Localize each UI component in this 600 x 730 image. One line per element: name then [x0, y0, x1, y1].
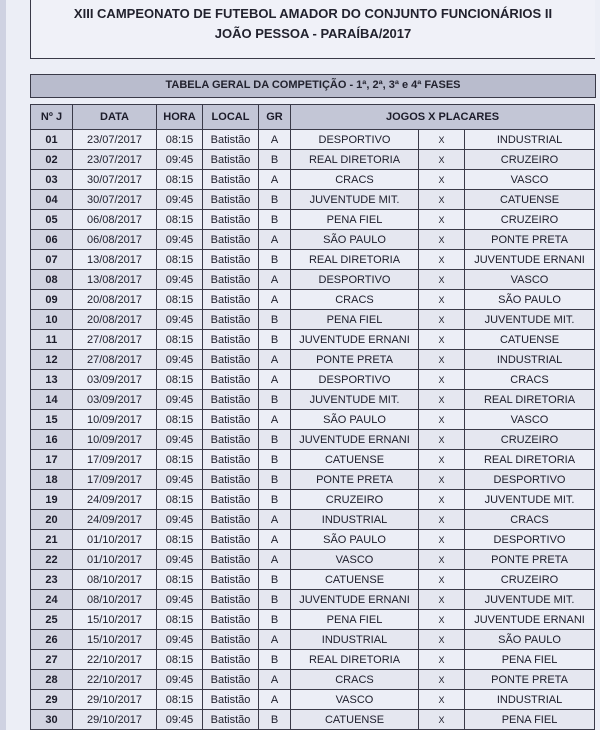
away-team-cell: PONTE PRETA — [465, 230, 595, 250]
location-cell: Batistão — [203, 430, 259, 450]
away-team-cell: REAL DIRETORIA — [465, 450, 595, 470]
game-number-cell: 13 — [31, 370, 73, 390]
date-cell: 17/09/2017 — [73, 450, 157, 470]
group-cell: A — [259, 370, 291, 390]
date-cell: 30/07/2017 — [73, 170, 157, 190]
location-cell: Batistão — [203, 250, 259, 270]
game-number-cell: 03 — [31, 170, 73, 190]
location-cell: Batistão — [203, 290, 259, 310]
table-row — [31, 390, 595, 410]
game-number-cell: 22 — [31, 550, 73, 570]
game-number-cell: 01 — [31, 130, 73, 150]
game-number-cell: 27 — [31, 650, 73, 670]
location-cell: Batistão — [203, 610, 259, 630]
group-cell: A — [259, 350, 291, 370]
date-cell: 23/07/2017 — [73, 130, 157, 150]
col-header-date: DATA — [73, 105, 157, 130]
date-cell: 06/08/2017 — [73, 210, 157, 230]
game-number-cell: 17 — [31, 450, 73, 470]
versus-cell: X — [419, 450, 465, 470]
table-row — [31, 230, 595, 250]
location-cell: Batistão — [203, 410, 259, 430]
game-number-cell: 08 — [31, 270, 73, 290]
time-cell: 09:45 — [157, 590, 203, 610]
table-row — [31, 490, 595, 510]
away-team-cell: CRUZEIRO — [465, 210, 595, 230]
location-cell: Batistão — [203, 590, 259, 610]
home-team-cell: PONTE PRETA — [291, 350, 419, 370]
group-cell: A — [259, 530, 291, 550]
versus-cell: X — [419, 210, 465, 230]
table-row — [31, 550, 595, 570]
location-cell: Batistão — [203, 710, 259, 730]
table-row — [31, 330, 595, 350]
group-cell: B — [259, 190, 291, 210]
date-cell: 08/10/2017 — [73, 570, 157, 590]
time-cell: 08:15 — [157, 250, 203, 270]
table-row — [31, 570, 595, 590]
game-number-cell: 14 — [31, 390, 73, 410]
versus-cell: X — [419, 330, 465, 350]
group-cell: A — [259, 170, 291, 190]
time-cell: 08:15 — [157, 530, 203, 550]
location-cell: Batistão — [203, 210, 259, 230]
away-team-cell: SÃO PAULO — [465, 290, 595, 310]
home-team-cell: JUVENTUDE ERNANI — [291, 330, 419, 350]
table-row — [31, 130, 595, 150]
group-cell: A — [259, 690, 291, 710]
group-cell: B — [259, 650, 291, 670]
game-number-cell: 07 — [31, 250, 73, 270]
game-number-cell: 21 — [31, 530, 73, 550]
game-number-cell: 26 — [31, 630, 73, 650]
game-number-cell: 24 — [31, 590, 73, 610]
game-number-cell: 19 — [31, 490, 73, 510]
col-header-number: Nº J — [31, 105, 73, 130]
versus-cell: X — [419, 390, 465, 410]
time-cell: 08:15 — [157, 450, 203, 470]
table-row — [31, 310, 595, 330]
game-number-cell: 04 — [31, 190, 73, 210]
away-team-cell: CRACS — [465, 370, 595, 390]
time-cell: 08:15 — [157, 690, 203, 710]
away-team-cell: JUVENTUDE MIT. — [465, 590, 595, 610]
location-cell: Batistão — [203, 150, 259, 170]
date-cell: 03/09/2017 — [73, 390, 157, 410]
game-number-cell: 29 — [31, 690, 73, 710]
home-team-cell: CRACS — [291, 670, 419, 690]
table-row — [31, 170, 595, 190]
group-cell: B — [259, 430, 291, 450]
location-cell: Batistão — [203, 270, 259, 290]
home-team-cell: REAL DIRETORIA — [291, 250, 419, 270]
time-cell: 09:45 — [157, 670, 203, 690]
date-cell: 29/10/2017 — [73, 710, 157, 730]
group-cell: B — [259, 250, 291, 270]
table-row — [31, 650, 595, 670]
date-cell: 01/10/2017 — [73, 550, 157, 570]
location-cell: Batistão — [203, 170, 259, 190]
location-cell: Batistão — [203, 230, 259, 250]
versus-cell: X — [419, 230, 465, 250]
schedule-table — [30, 104, 595, 730]
home-team-cell: DESPORTIVO — [291, 130, 419, 150]
date-cell: 08/10/2017 — [73, 590, 157, 610]
table-row — [31, 710, 595, 730]
time-cell: 09:45 — [157, 550, 203, 570]
time-cell: 08:15 — [157, 410, 203, 430]
location-cell: Batistão — [203, 490, 259, 510]
group-cell: A — [259, 130, 291, 150]
home-team-cell: SÃO PAULO — [291, 530, 419, 550]
time-cell: 09:45 — [157, 270, 203, 290]
away-team-cell: CRACS — [465, 510, 595, 530]
away-team-cell: VASCO — [465, 270, 595, 290]
date-cell: 27/08/2017 — [73, 330, 157, 350]
game-number-cell: 11 — [31, 330, 73, 350]
section-title: TABELA GERAL DA COMPETIÇÃO - 1ª, 2ª, 3ª e 4ª FASES — [165, 79, 461, 91]
date-cell: 23/07/2017 — [73, 150, 157, 170]
section-header-bar — [30, 74, 596, 98]
game-number-cell: 28 — [31, 670, 73, 690]
col-header-time: HORA — [157, 105, 203, 130]
game-number-cell: 16 — [31, 430, 73, 450]
table-row — [31, 290, 595, 310]
group-cell: B — [259, 490, 291, 510]
group-cell: B — [259, 610, 291, 630]
group-cell: B — [259, 710, 291, 730]
group-cell: A — [259, 410, 291, 430]
away-team-cell: CATUENSE — [465, 190, 595, 210]
time-cell: 09:45 — [157, 190, 203, 210]
versus-cell: X — [419, 150, 465, 170]
away-team-cell: VASCO — [465, 410, 595, 430]
location-cell: Batistão — [203, 630, 259, 650]
home-team-cell: REAL DIRETORIA — [291, 650, 419, 670]
versus-cell: X — [419, 610, 465, 630]
table-row — [31, 670, 595, 690]
home-team-cell: SÃO PAULO — [291, 410, 419, 430]
away-team-cell: REAL DIRETORIA — [465, 390, 595, 410]
home-team-cell: VASCO — [291, 550, 419, 570]
time-cell: 08:15 — [157, 210, 203, 230]
home-team-cell: INDUSTRIAL — [291, 630, 419, 650]
time-cell: 09:45 — [157, 350, 203, 370]
time-cell: 09:45 — [157, 230, 203, 250]
table-row — [31, 450, 595, 470]
home-team-cell: CRACS — [291, 170, 419, 190]
versus-cell: X — [419, 650, 465, 670]
versus-cell: X — [419, 510, 465, 530]
away-team-cell: JUVENTUDE ERNANI — [465, 250, 595, 270]
date-cell: 06/08/2017 — [73, 230, 157, 250]
time-cell: 08:15 — [157, 610, 203, 630]
date-cell: 15/10/2017 — [73, 610, 157, 630]
home-team-cell: CATUENSE — [291, 450, 419, 470]
time-cell: 08:15 — [157, 650, 203, 670]
away-team-cell: JUVENTUDE MIT. — [465, 310, 595, 330]
col-header-location: LOCAL — [203, 105, 259, 130]
table-row — [31, 190, 595, 210]
location-cell: Batistão — [203, 650, 259, 670]
table-row — [31, 210, 595, 230]
time-cell: 08:15 — [157, 570, 203, 590]
table-row — [31, 350, 595, 370]
group-cell: A — [259, 290, 291, 310]
home-team-cell: REAL DIRETORIA — [291, 150, 419, 170]
time-cell: 09:45 — [157, 510, 203, 530]
group-cell: B — [259, 570, 291, 590]
away-team-cell: DESPORTIVO — [465, 530, 595, 550]
versus-cell: X — [419, 590, 465, 610]
championship-title: XIII CAMPEONATO DE FUTEBOL AMADOR DO CONJUNTO FUNCIONÁRIOS II — [73, 6, 553, 21]
date-cell: 24/09/2017 — [73, 490, 157, 510]
time-cell: 08:15 — [157, 330, 203, 350]
game-number-cell: 09 — [31, 290, 73, 310]
time-cell: 08:15 — [157, 370, 203, 390]
away-team-cell: PONTE PRETA — [465, 550, 595, 570]
home-team-cell: DESPORTIVO — [291, 370, 419, 390]
location-cell: Batistão — [203, 130, 259, 150]
game-number-cell: 18 — [31, 470, 73, 490]
away-team-cell: INDUSTRIAL — [465, 130, 595, 150]
game-number-cell: 05 — [31, 210, 73, 230]
versus-cell: X — [419, 690, 465, 710]
time-cell: 09:45 — [157, 630, 203, 650]
table-row — [31, 690, 595, 710]
date-cell: 13/08/2017 — [73, 270, 157, 290]
home-team-cell: PONTE PRETA — [291, 470, 419, 490]
table-row — [31, 530, 595, 550]
away-team-cell: DESPORTIVO — [465, 470, 595, 490]
versus-cell: X — [419, 550, 465, 570]
time-cell: 09:45 — [157, 310, 203, 330]
table-row — [31, 630, 595, 650]
location-cell: Batistão — [203, 550, 259, 570]
table-body — [31, 130, 595, 730]
date-cell: 24/09/2017 — [73, 510, 157, 530]
time-cell: 08:15 — [157, 490, 203, 510]
versus-cell: X — [419, 570, 465, 590]
group-cell: B — [259, 590, 291, 610]
home-team-cell: JUVENTUDE ERNANI — [291, 430, 419, 450]
home-team-cell: JUVENTUDE MIT. — [291, 390, 419, 410]
time-cell: 09:45 — [157, 430, 203, 450]
group-cell: A — [259, 550, 291, 570]
versus-cell: X — [419, 710, 465, 730]
time-cell: 08:15 — [157, 130, 203, 150]
versus-cell: X — [419, 470, 465, 490]
versus-cell: X — [419, 130, 465, 150]
game-number-cell: 15 — [31, 410, 73, 430]
col-header-group: GR — [259, 105, 291, 130]
home-team-cell: PENA FIEL — [291, 210, 419, 230]
away-team-cell: VASCO — [465, 170, 595, 190]
versus-cell: X — [419, 270, 465, 290]
group-cell: B — [259, 470, 291, 490]
time-cell: 08:15 — [157, 290, 203, 310]
date-cell: 20/08/2017 — [73, 310, 157, 330]
date-cell: 17/09/2017 — [73, 470, 157, 490]
versus-cell: X — [419, 370, 465, 390]
away-team-cell: CATUENSE — [465, 330, 595, 350]
game-number-cell: 02 — [31, 150, 73, 170]
table-row — [31, 610, 595, 630]
versus-cell: X — [419, 250, 465, 270]
date-cell: 29/10/2017 — [73, 690, 157, 710]
away-team-cell: JUVENTUDE MIT. — [465, 490, 595, 510]
versus-cell: X — [419, 170, 465, 190]
date-cell: 15/10/2017 — [73, 630, 157, 650]
versus-cell: X — [419, 490, 465, 510]
group-cell: A — [259, 670, 291, 690]
away-team-cell: JUVENTUDE ERNANI — [465, 610, 595, 630]
date-cell: 22/10/2017 — [73, 650, 157, 670]
away-team-cell: INDUSTRIAL — [465, 350, 595, 370]
away-team-cell: CRUZEIRO — [465, 430, 595, 450]
game-number-cell: 25 — [31, 610, 73, 630]
group-cell: A — [259, 270, 291, 290]
date-cell: 13/08/2017 — [73, 250, 157, 270]
date-cell: 20/08/2017 — [73, 290, 157, 310]
date-cell: 03/09/2017 — [73, 370, 157, 390]
versus-cell: X — [419, 670, 465, 690]
date-cell: 22/10/2017 — [73, 670, 157, 690]
game-number-cell: 12 — [31, 350, 73, 370]
location-cell: Batistão — [203, 670, 259, 690]
versus-cell: X — [419, 630, 465, 650]
location-cell: Batistão — [203, 570, 259, 590]
group-cell: A — [259, 510, 291, 530]
home-team-cell: JUVENTUDE MIT. — [291, 190, 419, 210]
location-title: JOÃO PESSOA - PARAÍBA/2017 — [214, 26, 412, 41]
game-number-cell: 30 — [31, 710, 73, 730]
date-cell: 30/07/2017 — [73, 190, 157, 210]
away-team-cell: PONTE PRETA — [465, 670, 595, 690]
group-cell: B — [259, 150, 291, 170]
group-cell: B — [259, 310, 291, 330]
table-row — [31, 410, 595, 430]
location-cell: Batistão — [203, 310, 259, 330]
table-row — [31, 270, 595, 290]
home-team-cell: CRACS — [291, 290, 419, 310]
title-box — [30, 0, 595, 59]
home-team-cell: PENA FIEL — [291, 610, 419, 630]
time-cell: 09:45 — [157, 710, 203, 730]
group-cell: B — [259, 390, 291, 410]
table-header-row — [31, 105, 595, 130]
date-cell: 01/10/2017 — [73, 530, 157, 550]
date-cell: 10/09/2017 — [73, 430, 157, 450]
group-cell: B — [259, 210, 291, 230]
group-cell: B — [259, 450, 291, 470]
home-team-cell: CATUENSE — [291, 710, 419, 730]
location-cell: Batistão — [203, 190, 259, 210]
home-team-cell: INDUSTRIAL — [291, 510, 419, 530]
versus-cell: X — [419, 290, 465, 310]
away-team-cell: SÃO PAULO — [465, 630, 595, 650]
time-cell: 09:45 — [157, 390, 203, 410]
versus-cell: X — [419, 530, 465, 550]
home-team-cell: VASCO — [291, 690, 419, 710]
location-cell: Batistão — [203, 530, 259, 550]
home-team-cell: JUVENTUDE ERNANI — [291, 590, 419, 610]
game-number-cell: 06 — [31, 230, 73, 250]
group-cell: A — [259, 230, 291, 250]
time-cell: 09:45 — [157, 470, 203, 490]
table-row — [31, 150, 595, 170]
table-row — [31, 430, 595, 450]
away-team-cell: INDUSTRIAL — [465, 690, 595, 710]
away-team-cell: CRUZEIRO — [465, 150, 595, 170]
location-cell: Batistão — [203, 450, 259, 470]
location-cell: Batistão — [203, 510, 259, 530]
home-team-cell: SÃO PAULO — [291, 230, 419, 250]
table-row — [31, 370, 595, 390]
group-cell: B — [259, 330, 291, 350]
versus-cell: X — [419, 430, 465, 450]
game-number-cell: 20 — [31, 510, 73, 530]
away-team-cell: PENA FIEL — [465, 650, 595, 670]
location-cell: Batistão — [203, 470, 259, 490]
location-cell: Batistão — [203, 350, 259, 370]
home-team-cell: PENA FIEL — [291, 310, 419, 330]
table-row — [31, 510, 595, 530]
table-row — [31, 250, 595, 270]
group-cell: A — [259, 630, 291, 650]
home-team-cell: DESPORTIVO — [291, 270, 419, 290]
time-cell: 08:15 — [157, 170, 203, 190]
location-cell: Batistão — [203, 690, 259, 710]
location-cell: Batistão — [203, 390, 259, 410]
table-row — [31, 470, 595, 490]
home-team-cell: CATUENSE — [291, 570, 419, 590]
versus-cell: X — [419, 190, 465, 210]
versus-cell: X — [419, 350, 465, 370]
game-number-cell: 23 — [31, 570, 73, 590]
date-cell: 27/08/2017 — [73, 350, 157, 370]
home-team-cell: CRUZEIRO — [291, 490, 419, 510]
location-cell: Batistão — [203, 370, 259, 390]
date-cell: 10/09/2017 — [73, 410, 157, 430]
versus-cell: X — [419, 310, 465, 330]
location-cell: Batistão — [203, 330, 259, 350]
table-row — [31, 590, 595, 610]
col-header-games: JOGOS X PLACARES — [291, 105, 595, 130]
away-team-cell: PENA FIEL — [465, 710, 595, 730]
away-team-cell: CRUZEIRO — [465, 570, 595, 590]
versus-cell: X — [419, 410, 465, 430]
time-cell: 09:45 — [157, 150, 203, 170]
game-number-cell: 10 — [31, 310, 73, 330]
